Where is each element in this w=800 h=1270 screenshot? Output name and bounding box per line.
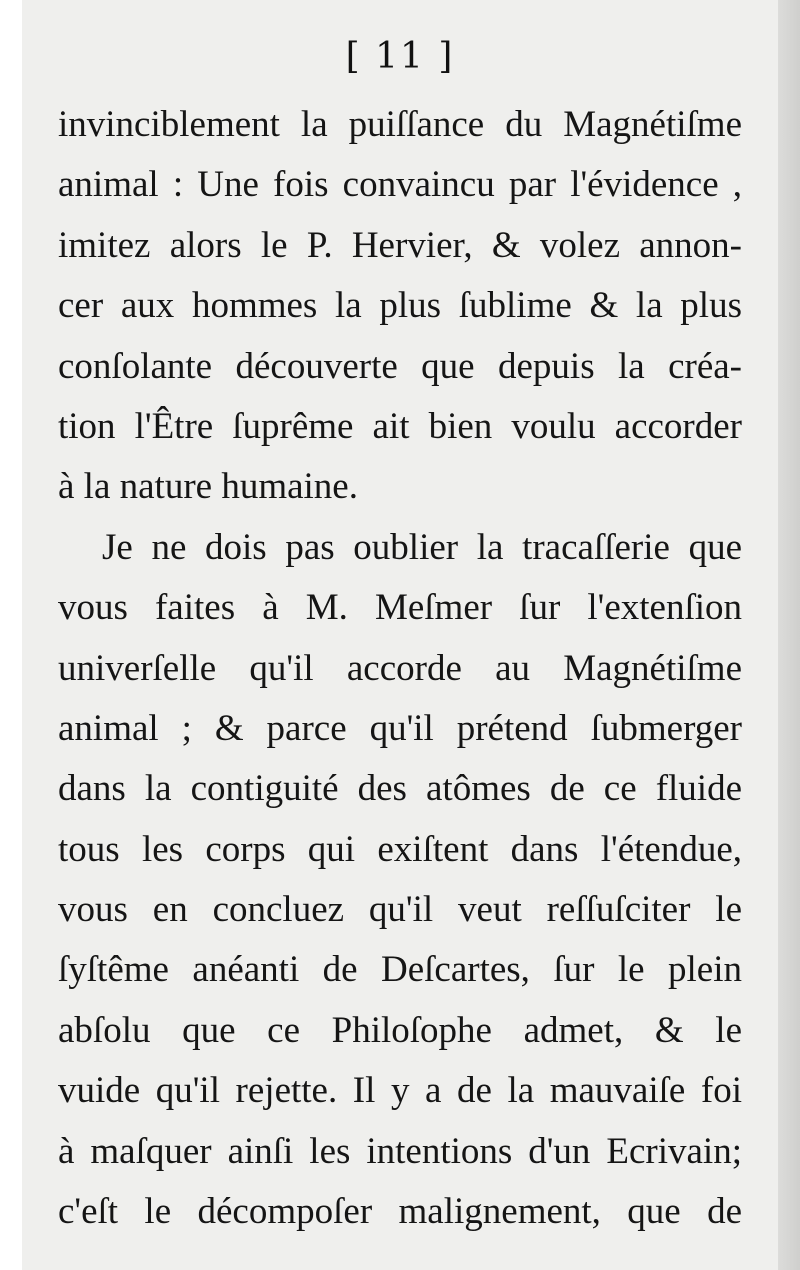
paragraph-start-line: Je ne dois pas oublier la tracaſſerie que [102,526,742,568]
text-line: ſyſtême anéanti de Deſcartes, ſur le plein [58,949,742,991]
page-edge-shadow [778,0,800,1270]
paragraph-end-line: à la nature humaine. [58,466,358,508]
text-line: conſolante découverte que depuis la créa- [58,345,742,387]
text-line: vuide qu'il rejette. Il y a de la mauvaiſe foi [58,1070,742,1112]
text-line: imitez alors le P. Hervier, & volez annon- [58,224,742,266]
page-number: [ 11 ] [345,36,455,77]
text-line: à maſquer ainſi les intentions d'un Ecrivain; [58,1130,742,1172]
text-line: animal : Une fois convaincu par l'évidence , [58,164,742,206]
text-line: animal ; & parce qu'il prétend ſubmerger [58,707,742,749]
text-line: invinciblement la puiſſance du Magnétiſme [58,104,742,145]
text-line: tion l'Être ſuprême ait bien voulu accorder [58,405,742,447]
text-line: univerſelle qu'il accorde au Magnétiſme [58,647,742,689]
text-line: cer aux hommes la plus ſublime & la plus [58,285,742,327]
text-line: dans la contiguité des atômes de ce fluide [58,768,742,810]
text-line: vous faites à M. Meſmer ſur l'extenſion [58,587,742,629]
text-line: abſolu que ce Philoſophe admet, & le [58,1009,742,1051]
text-line: vous en concluez qu'il veut reſſuſciter le [58,889,742,931]
page-margin-left [0,0,22,1270]
text-line: c'eſt le décompoſer malignement, que de [58,1191,742,1233]
body-text [58,95,742,1242]
text-line: tous les corps qui exiſtent dans l'étendue, [58,828,742,870]
